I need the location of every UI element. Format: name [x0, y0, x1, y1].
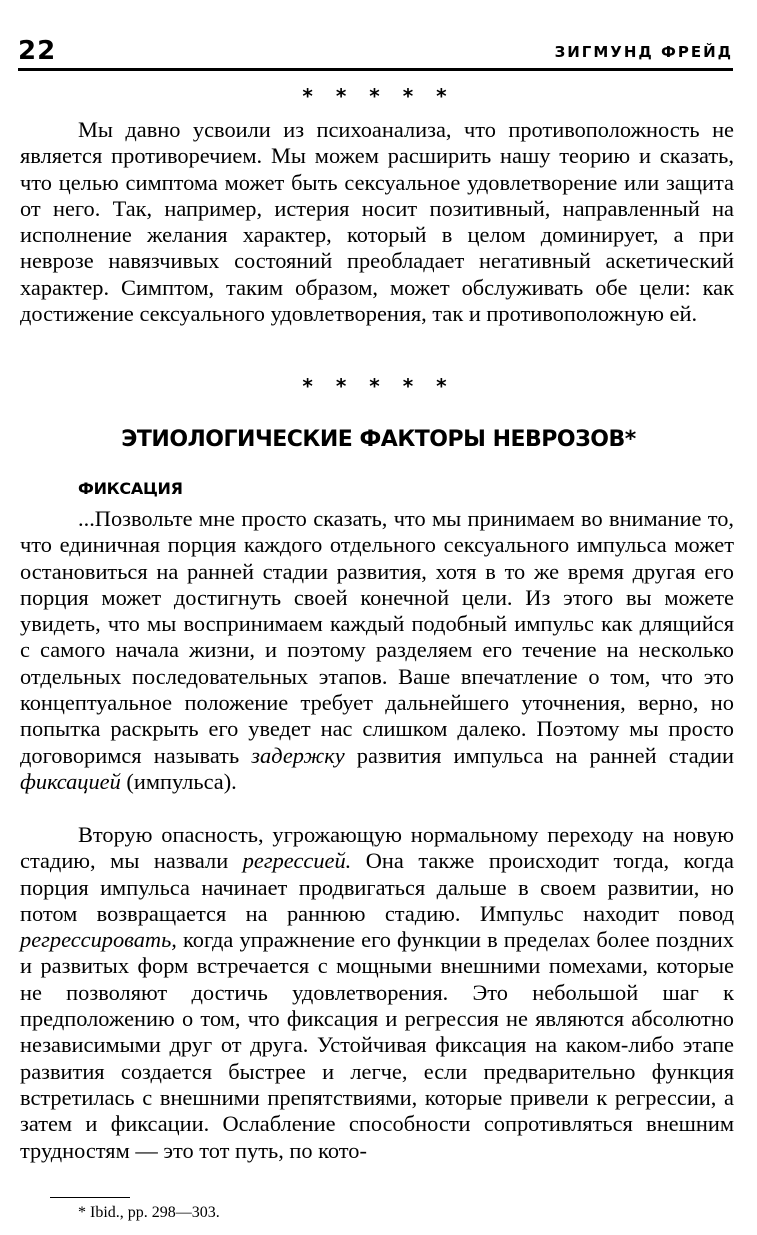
paragraph-regression-italic-2: регрессировать, [20, 927, 177, 953]
paragraph-regression-text-1: Вторую опасность, угрожающую нормальному переходу на новую стадию, мы назвали [20, 822, 734, 874]
paragraph-fixation [20, 506, 734, 795]
page-header [18, 36, 733, 71]
separator-top: * * * * * [302, 84, 455, 108]
paragraph-regression-italic-1: регрессией. [242, 848, 352, 874]
paragraph-regression-text-3: когда упражнение его функции в пределах более поздних и развитых форм встречается с мощными внешними помехами, которые не позволяют достичь удовлетворения. Это небольшой шаг к предположению о том, что фиксация и регрессия не являются абсолютно независимыми друг от друга. Устойчивая фиксация на каком-либо этапе развития создается быстрее и легче, если предварительно функция встретилась с внешними препятствиями, которые привели к регрессии, а затем и фиксации. Ослабление способности сопротивляться внешним трудностям — это тот путь, по кото- [20, 927, 734, 1163]
paragraph-fixation-italic-1: задержку [251, 742, 345, 768]
running-head: ЗИГМУНД ФРЕЙД [554, 43, 733, 61]
paragraph-fixation-text-2: развития импульса на ранней стадии [344, 742, 734, 768]
section-title: ФИКСАЦИЯ [78, 479, 183, 498]
separator-bottom: * * * * * [302, 374, 455, 398]
paragraph-fixation-italic-2: фиксацией [20, 768, 121, 794]
footnote-divider [50, 1197, 130, 1198]
chapter-title: ЭТИОЛОГИЧЕСКИЕ ФАКТОРЫ НЕВРОЗОВ* [121, 427, 636, 452]
paragraph-regression-text-2: Она также происходит тогда, когда порция импульса начинает продвигаться дальше в своем развитии, но потом возвращается на раннюю стадию. Импульс находит повод [20, 848, 734, 926]
paragraph-symptom: Мы давно усвоили из психоанализа, что противоположность не является противоречием. Мы можем расширить нашу теорию и сказать, что целью симптома может быть сексуальное удовлетворение или защита от него. Так, например, истерия носит позитивный, направленный на исполнение желания характер, который в целом доминирует, а при неврозе навязчивых состояний преобладает негативный аскетический характер. Симптом, таким образом, может обслуживать обе цели: как достижение сексуального удовлетворения, так и противоположную ей. [20, 117, 734, 327]
paragraph-fixation-text-3: (импульса). [120, 768, 237, 794]
footnote: * Ibid., pp. 298—303. [78, 1204, 220, 1221]
paragraph-fixation-text-1: ...Позвольте мне просто сказать, что мы принимаем во внимание то, что единичная порция каждого отдельного сексуального импульса может остановиться на ранней стадии развития, хотя в то же время другая его порция может достигнуть своей конечной цели. Из этого вы можете увидеть, что мы воспринимаем каждый подобный импульс как длящийся с самого начала жизни, и поэтому разделяем его течение на несколько отдельных последовательных этапов. Ваше впечатление о том, что это концептуальное положение требует дальнейшего уточнения, верно, но попытка раскрыть его уведет нас слишком далеко. Поэтому мы просто договоримся называть [20, 506, 734, 768]
paragraph-regression [20, 822, 734, 1164]
page-number: 22 [18, 36, 57, 66]
